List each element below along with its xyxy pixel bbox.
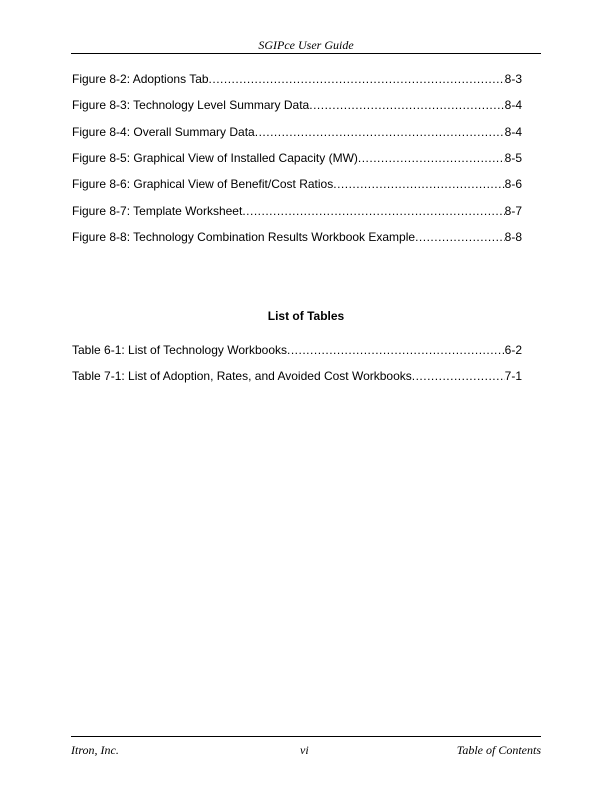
toc-entry[interactable] — [72, 204, 522, 218]
dot-leader — [287, 343, 505, 357]
footer-section: Table of Contents — [456, 743, 541, 757]
toc-entry-page: 8-5 — [504, 150, 522, 165]
header-rule — [71, 53, 541, 54]
toc-entry-page: 8-6 — [504, 177, 522, 192]
toc-entry-page: 8-3 — [504, 72, 522, 86]
dot-leader — [209, 72, 505, 86]
toc-entry[interactable] — [72, 230, 522, 244]
toc-entry-label: Figure 8-8: Technology Combination Results Workbook Example — [72, 229, 416, 244]
toc-entry-page: 8-7 — [504, 203, 522, 218]
toc-entry-page: 8-8 — [504, 229, 522, 244]
footer-page-number: vi — [300, 743, 309, 757]
toc-entry-page: 7-1 — [504, 369, 522, 384]
dot-leader — [358, 151, 505, 165]
toc-entry-label: Figure 8-5: Graphical View of Installed Capacity (MW) — [72, 150, 358, 165]
footer-rule — [71, 736, 541, 737]
toc-entry-page: 8-4 — [504, 124, 522, 139]
dot-leader — [412, 369, 505, 383]
toc-entry-label: Table 7-1: List of Adoption, Rates, and Avoided Cost Workbooks — [72, 369, 412, 384]
footer-company: Itron, Inc. — [71, 743, 119, 757]
toc-entry[interactable] — [72, 125, 522, 139]
dot-leader — [242, 204, 504, 218]
toc-entry-label: Figure 8-7: Template Worksheet — [72, 203, 243, 218]
toc-entry-label: Figure 8-6: Graphical View of Benefit/Cost Ratios — [72, 177, 334, 192]
toc-entry[interactable] — [72, 369, 522, 383]
toc-entry-page: 8-4 — [504, 98, 522, 113]
list-of-tables-heading: List of Tables — [267, 309, 345, 323]
toc-entry-page: 6-2 — [504, 343, 522, 357]
dot-leader — [309, 98, 504, 112]
dot-leader — [415, 230, 505, 244]
toc-entry-label: Figure 8-2: Adoptions Tab — [72, 72, 209, 86]
toc-entry[interactable] — [72, 151, 522, 165]
toc-entry[interactable] — [72, 72, 522, 86]
toc-entry[interactable] — [72, 177, 522, 191]
toc-entry[interactable] — [72, 98, 522, 112]
toc-entry-label: Figure 8-4: Overall Summary Data — [72, 124, 255, 139]
dot-leader — [255, 125, 505, 139]
toc-entry-label: Table 6-1: List of Technology Workbooks — [72, 343, 288, 357]
dot-leader — [333, 177, 504, 191]
page-header-title: SGIPce User Guide — [258, 38, 354, 52]
toc-entry-label: Figure 8-3: Technology Level Summary Data — [72, 98, 310, 113]
toc-entry[interactable] — [72, 343, 522, 357]
